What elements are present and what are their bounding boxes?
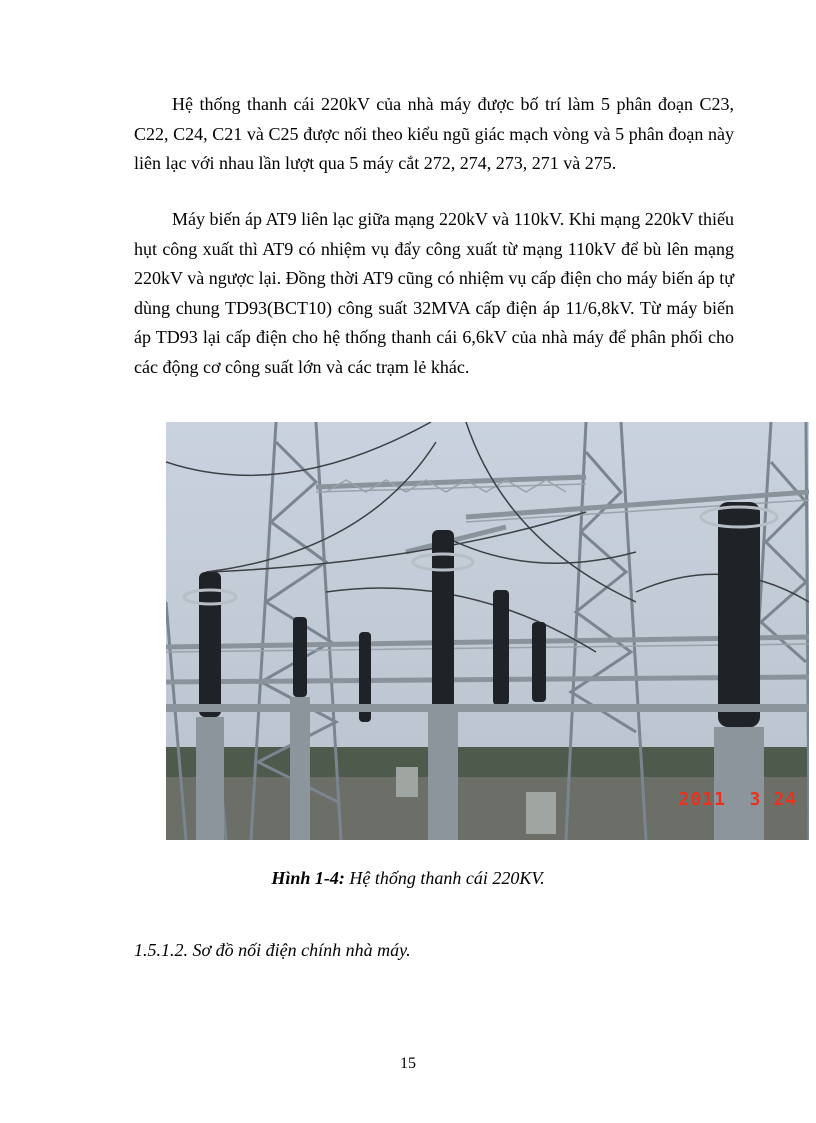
page-number: 15 — [400, 1055, 416, 1072]
paragraph-busbar-system: Hệ thống thanh cái 220kV của nhà máy được bố trí làm 5 phân đoạn C23, C22, C24, C21 và C25 được nối theo kiểu ngũ giác mạch vòng và 5 phân đoạn này liên lạc với nhau lần lượt qua 5 máy cắt 272, 274, 273, 271 và 275. — [134, 94, 734, 173]
figure-caption — [0, 868, 816, 889]
photo-date-stamp: 2011 3 24 — [678, 789, 797, 810]
caption-label: Hình 1-4: — [271, 868, 345, 888]
substation-photo — [166, 422, 809, 840]
caption-text: Hệ thống thanh cái 220KV. — [344, 868, 545, 888]
paragraph-at9-transformer: Máy biến áp AT9 liên lạc giữa mạng 220kV và 110kV. Khi mạng 220kV thiếu hụt công xuất thì AT9 có nhiệm vụ đẩy công xuất từ mạng 110kV để bù lên mạng 220kV và ngược lại. Đồng thời AT9 cũng có nhiệm vụ cấp điện cho máy biến áp tự dùng chung TD93(BCT10) công suất 32MVA cấp điện áp 11/6,8kV. Từ máy biến áp TD93 lại cấp điện cho hệ thống thanh cái 6,6kV của nhà máy để phân phối cho các động cơ công suất lớn và các trạm lẻ khác. — [134, 209, 734, 377]
subsection-heading: 1.5.1.2. Sơ đồ nối điện chính nhà máy. — [134, 940, 411, 960]
